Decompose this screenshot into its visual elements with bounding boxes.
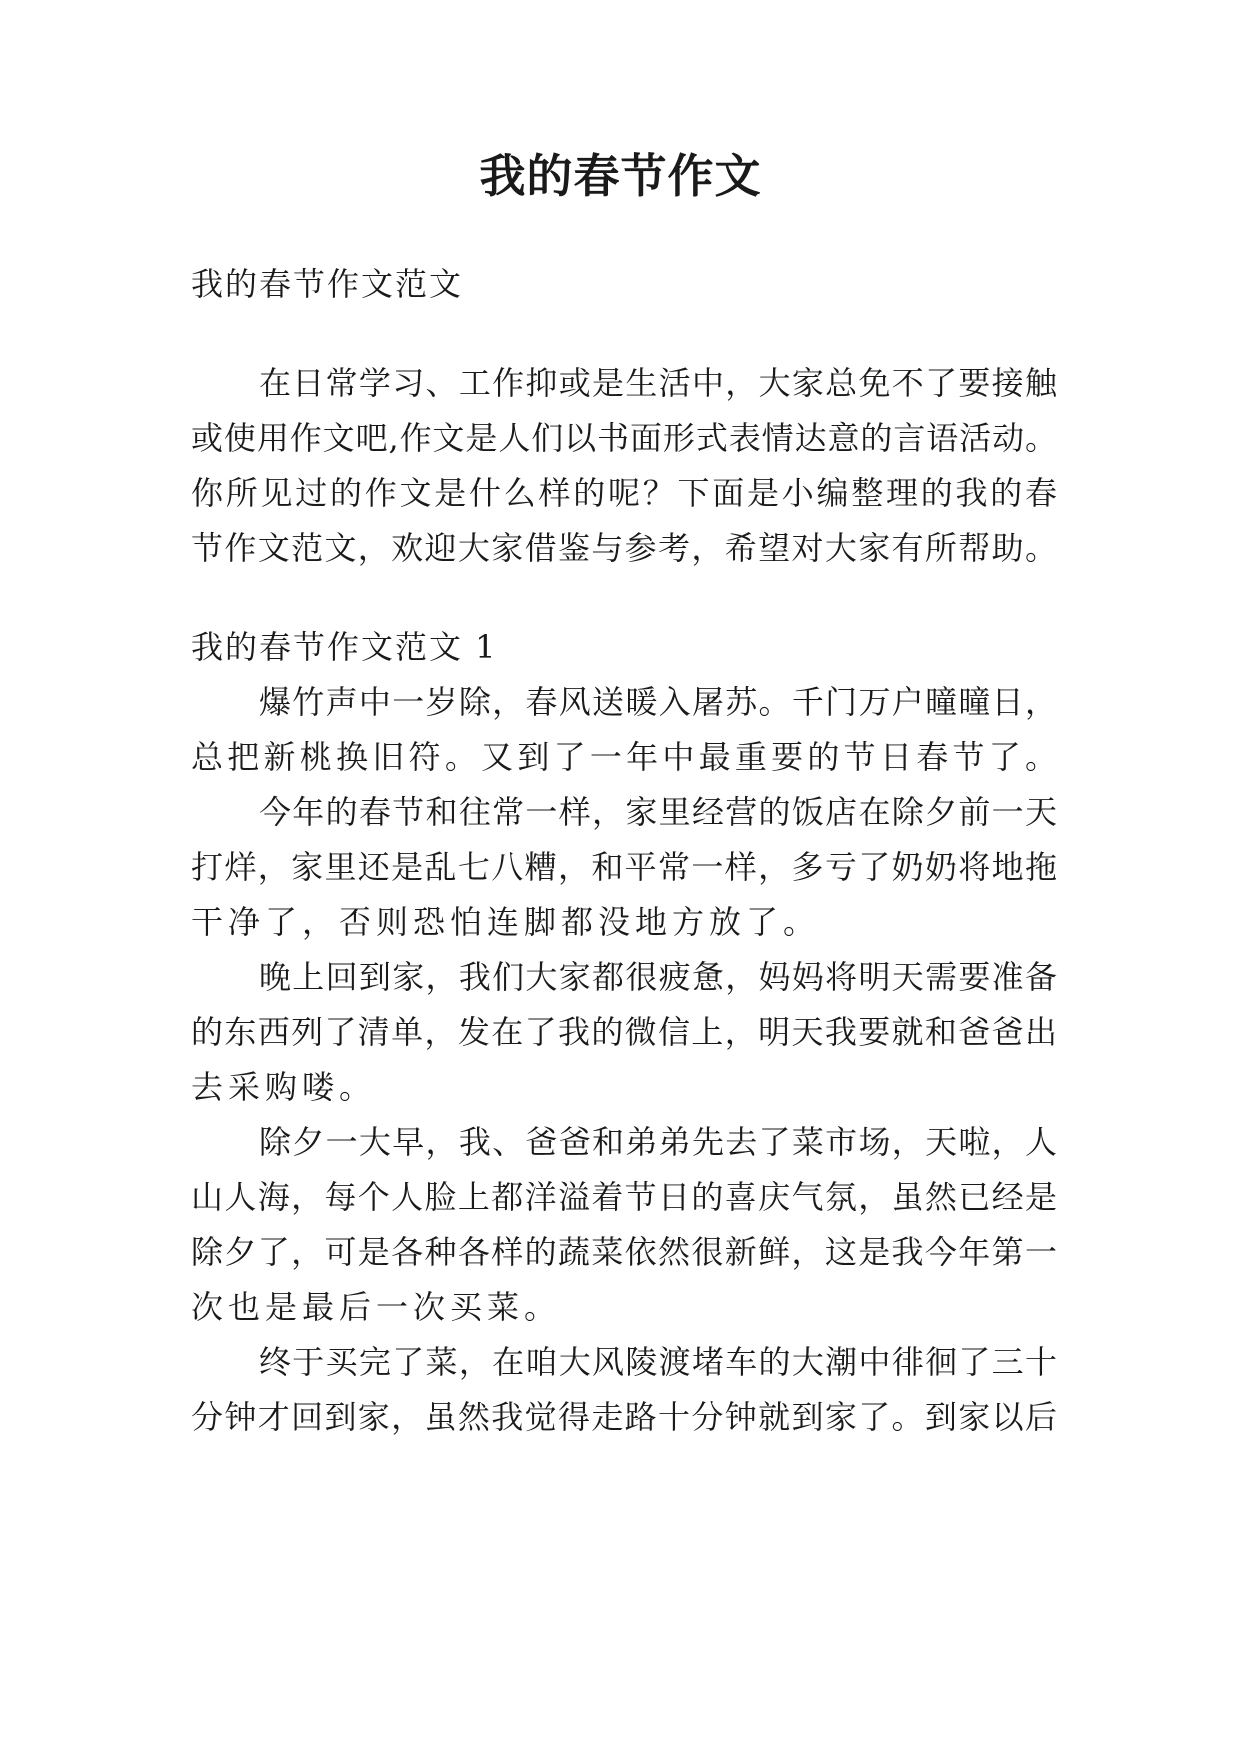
essay-line: 今年的春节和往常一样，家里经营的饭店在除夕前一天 (259, 793, 1057, 831)
essay-line: 除夕一大早，我、爸爸和弟弟先去了菜市场，天啦，人 (259, 1123, 1057, 1161)
essay-line: 分钟才回到家，虽然我觉得走路十分钟就到家了。到家以后 (191, 1398, 1057, 1436)
essay-line: 打烊，家里还是乱七八糟，和平常一样，多亏了奶奶将地拖 (191, 848, 1057, 886)
document-title: 我的春节作文 (479, 149, 762, 203)
document-subtitle: 我的春节作文范文 (191, 265, 464, 303)
essay-line: 总把新桃换旧符。又到了一年中最重要的节日春节了。 (191, 738, 1057, 776)
intro-line: 你所见过的作文是什么样的呢？下面是小编整理的我的春 (191, 474, 1057, 512)
essay-line: 爆竹声中一岁除，春风送暖入屠苏。千门万户曈曈日， (259, 683, 1057, 721)
essay-line: 的东西列了清单，发在了我的微信上，明天我要就和爸爸出 (191, 1013, 1057, 1051)
essay-line: 干净了，否则恐怕连脚都没地方放了。 (191, 903, 821, 941)
intro-line: 或使用作文吧,作文是人们以书面形式表情达意的言语活动。 (191, 419, 1057, 457)
essay-heading: 我的春节作文范文 1 (191, 628, 498, 666)
intro-line: 节作文范文，欢迎大家借鉴与参考，希望对大家有所帮助。 (191, 529, 1057, 567)
essay-line: 次也是最后一次买菜。 (191, 1288, 562, 1326)
essay-line: 终于买完了菜，在咱大风陵渡堵车的大潮中徘徊了三十 (259, 1343, 1057, 1381)
essay-line: 除夕了，可是各种各样的蔬菜依然很新鲜，这是我今年第一 (191, 1233, 1057, 1271)
intro-line: 在日常学习、工作抑或是生活中，大家总免不了要接触 (259, 364, 1057, 402)
essay-line: 去采购喽。 (191, 1068, 377, 1106)
essay-line: 晚上回到家，我们大家都很疲惫，妈妈将明天需要准备 (259, 958, 1057, 996)
essay-line: 山人海，每个人脸上都洋溢着节日的喜庆气氛，虽然已经是 (191, 1178, 1057, 1216)
